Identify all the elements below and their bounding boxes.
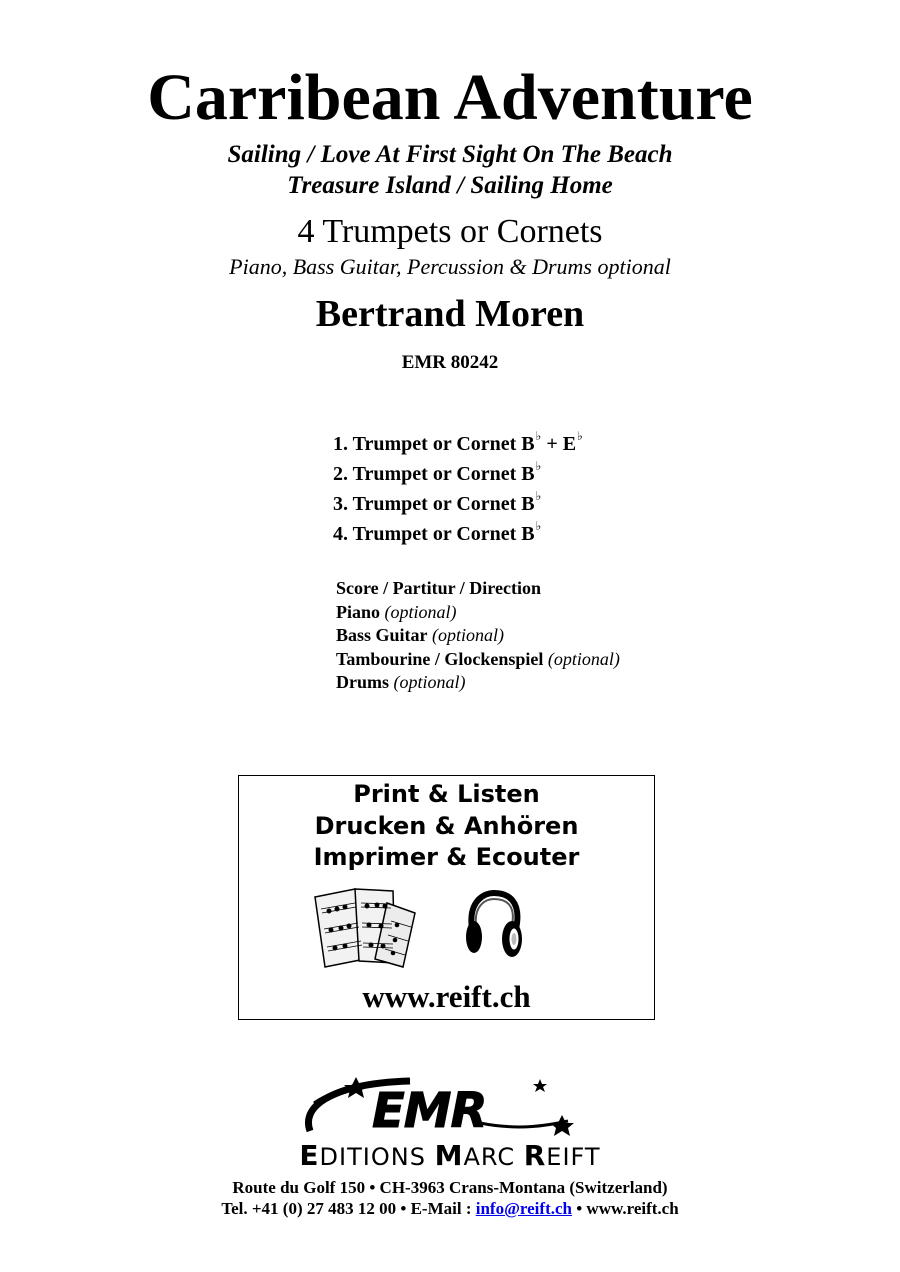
emr-logo [300,1073,600,1139]
extra-note: (optional) [384,601,457,622]
contact-web: • www.reift.ch [571,1199,679,1218]
extra-name: Drums [336,672,389,692]
part-item [333,459,583,489]
extra-item [336,577,620,601]
part-label: 4. Trumpet or Cornet B [333,523,535,545]
pub-word: EIFT [546,1143,601,1171]
flat-sign: ♭ [535,489,542,504]
optional-instruments: Piano, Bass Guitar, Percussion & Drums optional [229,254,671,279]
emr-logo-text: EMR [372,1083,487,1139]
extra-item [336,624,620,648]
part-extra: + E [541,433,577,455]
extra-note: (optional) [432,625,505,645]
print-listen-box [238,775,655,1020]
pub-initial: E [299,1139,320,1172]
flat-sign: ♭ [577,429,583,444]
pub-initial: R [523,1139,547,1172]
subtitle-line-2: Treasure Island / Sailing Home [287,172,613,199]
flat-sign: ♭ [535,459,542,474]
part-label: 1. Trumpet or Cornet B [333,433,535,455]
extra-item [336,671,620,695]
publisher-name [0,1140,900,1173]
promo-website[interactable]: www.reift.ch [362,979,531,1014]
sheet-music-icon [311,883,423,971]
extras-list [336,577,620,695]
flat-sign: ♭ [535,519,542,534]
composer-name: Bertrand Moren [315,293,585,335]
part-label: 2. Trumpet or Cornet B [333,463,535,485]
part-item [333,489,583,519]
promo-line-fr: Imprimer & Ecouter [313,843,580,871]
instrumentation: 4 Trumpets or Cornets [297,213,603,250]
email-link[interactable]: info@reift.ch [475,1199,572,1218]
extra-name: Piano [336,601,381,622]
part-item [333,519,583,549]
pub-word: DITIONS [319,1143,435,1171]
catalog-number: EMR 80242 [401,352,499,373]
part-item [333,429,583,459]
pub-word: ARC [463,1143,524,1171]
subtitle-line-1: Sailing / Love At First Sight On The Beach [227,141,673,168]
extra-item [336,648,620,672]
address-line: Route du Golf 150 • CH-3963 Crans-Montana (Switzerland) [232,1178,668,1197]
extra-name: Bass Guitar [336,625,428,645]
pub-initial: M [434,1139,464,1172]
headphones-icon [464,889,524,961]
contact-line [0,1198,900,1220]
extra-name: Tambourine / Glockenspiel [336,648,544,669]
extra-name: Score / Partitur / Direction [336,578,541,598]
parts-list [333,429,583,549]
extra-note: (optional) [547,648,620,669]
page-title: Carribean Adventure [147,61,753,134]
flat-sign: ♭ [535,429,542,444]
contact-tel: Tel. +41 (0) 27 483 12 00 • E-Mail : [221,1199,476,1218]
promo-line-de: Drucken & Anhören [314,812,579,840]
extra-item [336,601,620,625]
promo-line-en: Print & Listen [353,780,540,808]
extra-note: (optional) [393,672,466,692]
part-label: 3. Trumpet or Cornet B [333,493,535,515]
